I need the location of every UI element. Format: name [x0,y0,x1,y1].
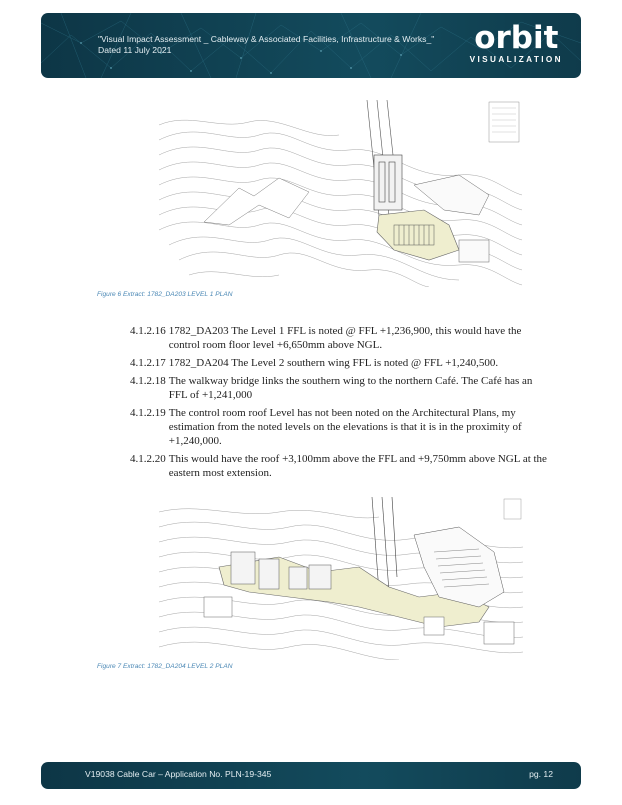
paragraph-text: 1782_DA204 The Level 2 southern wing FFL is noted @ FFL +1,240,500. [168,357,499,369]
paragraph-item [130,406,550,448]
paragraph-number: 4.1.2.20 [130,453,166,465]
paragraph-item [130,374,550,402]
footer-document-reference: V19038 Cable Car – Application No. PLN-19-345 [85,769,272,779]
paragraph-text: This would have the roof +3,100mm above the FFL and +9,750mm above NGL at the eastern most extension. [168,453,547,479]
figure-level-2-plan [159,497,523,660]
page-footer [41,762,581,789]
paragraph-text: 1782_DA203 The Level 1 FFL is noted @ FFL +1,236,900, this would have the control room floor level +6,650mm above NGL. [168,325,522,351]
logo-subtitle: VISUALIZATION [469,55,563,64]
figure-level-1-plan [159,100,522,287]
document-title-line1: "Visual Impact Assessment _ Cableway & Associated Facilities, Infrastructure & Works_" [98,34,435,44]
plan-drawing-level-1 [159,100,522,287]
paragraph-text: The control room roof Level has not been noted on the Architectural Plans, my estimation from the noted levels on the elevations is that it is in the proximity of +1,240,000. [168,407,522,447]
figure-7-caption: Figure 7 Extract: 1782_DA204 LEVEL 2 PLAN [97,663,233,670]
document-title [98,34,438,56]
paragraph-number: 4.1.2.16 [130,325,166,337]
document-date: Dated 11 July 2021 [98,45,172,55]
paragraph-item [130,356,550,370]
plan-drawing-level-2 [159,497,523,660]
orbit-logo [469,20,563,64]
paragraph-number: 4.1.2.17 [130,357,166,369]
numbered-paragraphs [130,324,550,484]
logo-wordmark: orbit [474,20,559,56]
paragraph-number: 4.1.2.18 [130,375,166,387]
page-number: pg. 12 [529,769,553,779]
figure-6-caption: Figure 6 Extract: 1782_DA203 LEVEL 1 PLAN [97,291,233,298]
paragraph-text: The walkway bridge links the southern wing to the northern Café. The Café has an FFL of +1,241,000 [168,375,533,401]
paragraph-item [130,324,550,352]
paragraph-number: 4.1.2.19 [130,407,166,419]
page-header [41,13,581,78]
paragraph-item [130,452,550,480]
